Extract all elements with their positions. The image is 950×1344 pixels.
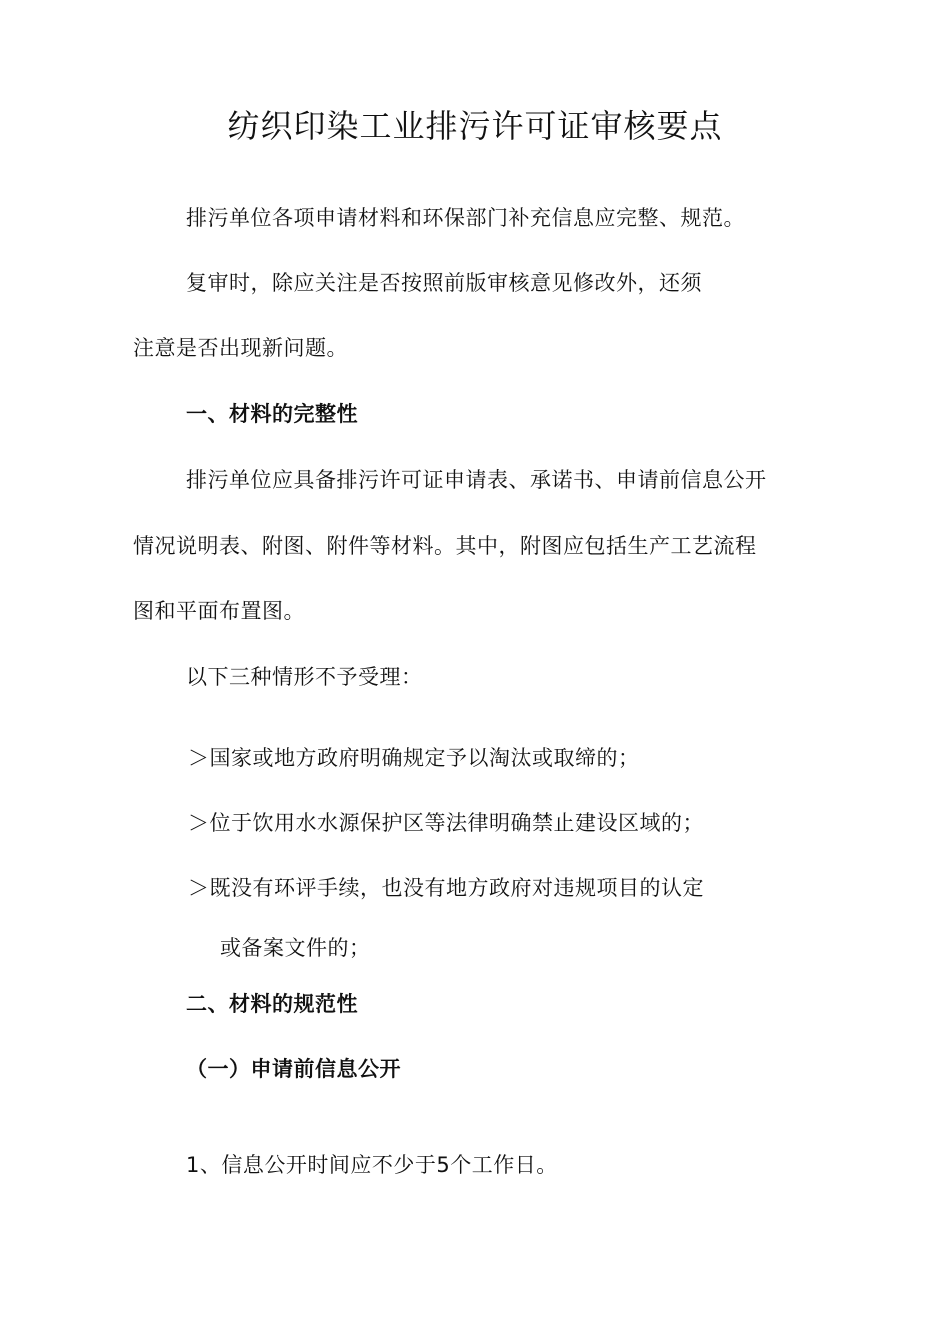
section-1-paragraph-line-1: 排污单位应具备排污许可证申请表、承诺书、申请前信息公开 — [186, 468, 767, 492]
intro-paragraph-2-line-2: 注意是否出现新问题。 — [133, 336, 348, 360]
section-2-point-1: 1、信息公开时间应不少于5个工作日。 — [186, 1153, 558, 1177]
section-2-subheading: （一）申请前信息公开 — [186, 1057, 401, 1081]
intro-paragraph-1: 排污单位各项申请材料和环保部门补充信息应完整、规范。 — [186, 206, 745, 230]
rejection-item-3: ＞既没有环评手续，也没有地方政府对违规项目的认定 — [188, 876, 704, 900]
rejection-item-1: ＞国家或地方政府明确规定予以淘汰或取缔的； — [188, 746, 640, 770]
document-title: 纺织印染工业排污许可证审核要点 — [227, 107, 723, 145]
section-1-heading: 一、材料的完整性 — [186, 402, 358, 426]
rejection-intro: 以下三种情形不予受理： — [186, 665, 423, 689]
rejection-item-3-continuation: 或备案文件的； — [220, 936, 371, 960]
section-2-heading: 二、材料的规范性 — [186, 992, 358, 1016]
rejection-item-2: ＞位于饮用水水源保护区等法律明确禁止建设区域的； — [188, 811, 704, 835]
intro-paragraph-2-line-1: 复审时，除应关注是否按照前版审核意见修改外，还须 — [186, 271, 702, 295]
section-1-paragraph-line-3: 图和平面布置图。 — [133, 599, 305, 623]
section-1-paragraph-line-2: 情况说明表、附图、附件等材料。其中，附图应包括生产工艺流程 — [133, 534, 757, 558]
